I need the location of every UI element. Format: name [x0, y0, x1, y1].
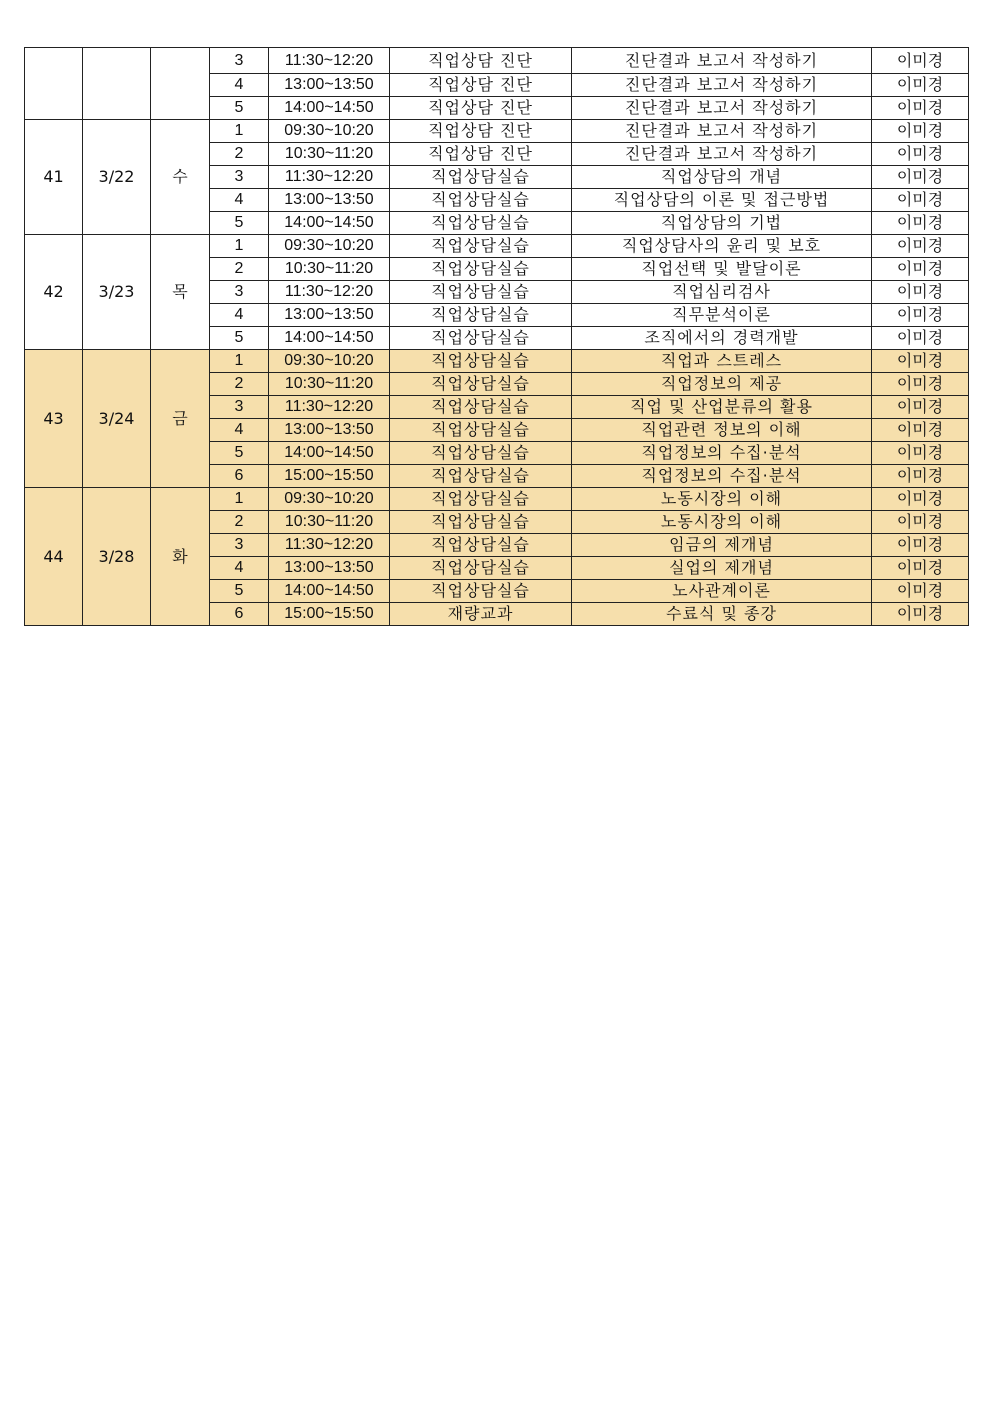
time-cell: 14:00~14:50 — [269, 327, 390, 350]
time-cell: 15:00~15:50 — [269, 603, 390, 626]
period-cell: 1 — [210, 120, 269, 143]
instructor-cell: 이미경 — [872, 442, 969, 465]
content-cell: 직업정보의 제공 — [572, 373, 872, 396]
period-cell: 5 — [210, 580, 269, 603]
time-cell: 14:00~14:50 — [269, 212, 390, 235]
instructor-cell: 이미경 — [872, 189, 969, 212]
subject-cell: 직업상담실습 — [390, 373, 572, 396]
instructor-cell: 이미경 — [872, 74, 969, 97]
content-cell: 진단결과 보고서 작성하기 — [572, 143, 872, 166]
content-cell: 직무분석이론 — [572, 304, 872, 327]
content-cell: 실업의 제개념 — [572, 557, 872, 580]
period-cell: 6 — [210, 465, 269, 488]
time-cell: 13:00~13:50 — [269, 189, 390, 212]
instructor-cell: 이미경 — [872, 281, 969, 304]
period-cell: 5 — [210, 442, 269, 465]
period-cell: 5 — [210, 327, 269, 350]
time-cell: 10:30~11:20 — [269, 258, 390, 281]
instructor-cell: 이미경 — [872, 212, 969, 235]
period-cell: 2 — [210, 373, 269, 396]
date-cell: 3/24 — [83, 350, 151, 488]
instructor-cell: 이미경 — [872, 97, 969, 120]
time-cell: 10:30~11:20 — [269, 143, 390, 166]
subject-cell: 직업상담실습 — [390, 419, 572, 442]
subject-cell: 직업상담 진단 — [390, 48, 572, 74]
period-cell: 4 — [210, 304, 269, 327]
instructor-cell: 이미경 — [872, 557, 969, 580]
period-cell: 1 — [210, 350, 269, 373]
subject-cell: 직업상담실습 — [390, 235, 572, 258]
instructor-cell: 이미경 — [872, 235, 969, 258]
time-cell: 14:00~14:50 — [269, 97, 390, 120]
subject-cell: 직업상담실습 — [390, 350, 572, 373]
subject-cell: 직업상담실습 — [390, 281, 572, 304]
period-cell: 1 — [210, 235, 269, 258]
schedule-body — [25, 48, 969, 626]
instructor-cell: 이미경 — [872, 373, 969, 396]
table-row — [25, 235, 969, 258]
period-cell: 3 — [210, 534, 269, 557]
content-cell: 진단결과 보고서 작성하기 — [572, 74, 872, 97]
period-cell: 3 — [210, 281, 269, 304]
time-cell: 15:00~15:50 — [269, 465, 390, 488]
instructor-cell: 이미경 — [872, 534, 969, 557]
subject-cell: 직업상담실습 — [390, 212, 572, 235]
content-cell: 직업상담의 개념 — [572, 166, 872, 189]
instructor-cell: 이미경 — [872, 258, 969, 281]
time-cell: 13:00~13:50 — [269, 74, 390, 97]
subject-cell: 직업상담 진단 — [390, 143, 572, 166]
time-cell: 09:30~10:20 — [269, 488, 390, 511]
week-cell — [25, 48, 83, 120]
content-cell: 직업상담사의 윤리 및 보호 — [572, 235, 872, 258]
period-cell: 2 — [210, 143, 269, 166]
content-cell: 직업심리검사 — [572, 281, 872, 304]
day-cell: 목 — [151, 235, 210, 350]
content-cell: 조직에서의 경력개발 — [572, 327, 872, 350]
date-cell — [83, 48, 151, 120]
content-cell: 직업관련 정보의 이해 — [572, 419, 872, 442]
day-cell: 화 — [151, 488, 210, 626]
day-cell — [151, 48, 210, 120]
schedule-table — [24, 47, 969, 626]
content-cell: 노동시장의 이해 — [572, 511, 872, 534]
time-cell: 14:00~14:50 — [269, 580, 390, 603]
period-cell: 3 — [210, 48, 269, 74]
subject-cell: 직업상담실습 — [390, 511, 572, 534]
content-cell: 직업과 스트레스 — [572, 350, 872, 373]
period-cell: 4 — [210, 74, 269, 97]
subject-cell: 직업상담실습 — [390, 557, 572, 580]
time-cell: 09:30~10:20 — [269, 120, 390, 143]
content-cell: 임금의 제개념 — [572, 534, 872, 557]
week-cell: 41 — [25, 120, 83, 235]
time-cell: 13:00~13:50 — [269, 304, 390, 327]
content-cell: 직업상담의 이론 및 접근방법 — [572, 189, 872, 212]
time-cell: 09:30~10:20 — [269, 350, 390, 373]
table-row — [25, 120, 969, 143]
instructor-cell: 이미경 — [872, 465, 969, 488]
content-cell: 노사관계이론 — [572, 580, 872, 603]
content-cell: 진단결과 보고서 작성하기 — [572, 120, 872, 143]
subject-cell: 직업상담실습 — [390, 465, 572, 488]
period-cell: 4 — [210, 419, 269, 442]
time-cell: 11:30~12:20 — [269, 534, 390, 557]
date-cell: 3/23 — [83, 235, 151, 350]
instructor-cell: 이미경 — [872, 488, 969, 511]
period-cell: 2 — [210, 511, 269, 534]
table-row — [25, 48, 969, 74]
subject-cell: 직업상담실습 — [390, 396, 572, 419]
subject-cell: 직업상담실습 — [390, 189, 572, 212]
subject-cell: 직업상담실습 — [390, 488, 572, 511]
period-cell: 3 — [210, 396, 269, 419]
date-cell: 3/28 — [83, 488, 151, 626]
instructor-cell: 이미경 — [872, 511, 969, 534]
subject-cell: 재량교과 — [390, 603, 572, 626]
week-cell: 44 — [25, 488, 83, 626]
period-cell: 4 — [210, 189, 269, 212]
instructor-cell: 이미경 — [872, 304, 969, 327]
period-cell: 6 — [210, 603, 269, 626]
subject-cell: 직업상담실습 — [390, 166, 572, 189]
instructor-cell: 이미경 — [872, 350, 969, 373]
subject-cell: 직업상담실습 — [390, 580, 572, 603]
period-cell: 5 — [210, 97, 269, 120]
day-cell: 금 — [151, 350, 210, 488]
time-cell: 13:00~13:50 — [269, 419, 390, 442]
period-cell: 2 — [210, 258, 269, 281]
subject-cell: 직업상담실습 — [390, 534, 572, 557]
subject-cell: 직업상담 진단 — [390, 97, 572, 120]
time-cell: 11:30~12:20 — [269, 166, 390, 189]
time-cell: 10:30~11:20 — [269, 511, 390, 534]
instructor-cell: 이미경 — [872, 120, 969, 143]
period-cell: 1 — [210, 488, 269, 511]
day-cell: 수 — [151, 120, 210, 235]
table-row — [25, 488, 969, 511]
content-cell: 직업정보의 수집·분석 — [572, 442, 872, 465]
week-cell: 43 — [25, 350, 83, 488]
content-cell: 노동시장의 이해 — [572, 488, 872, 511]
time-cell: 11:30~12:20 — [269, 281, 390, 304]
subject-cell: 직업상담실습 — [390, 304, 572, 327]
table-row — [25, 350, 969, 373]
instructor-cell: 이미경 — [872, 603, 969, 626]
subject-cell: 직업상담 진단 — [390, 120, 572, 143]
content-cell: 직업정보의 수집·분석 — [572, 465, 872, 488]
period-cell: 3 — [210, 166, 269, 189]
time-cell: 14:00~14:50 — [269, 442, 390, 465]
instructor-cell: 이미경 — [872, 327, 969, 350]
content-cell: 진단결과 보고서 작성하기 — [572, 97, 872, 120]
content-cell: 직업상담의 기법 — [572, 212, 872, 235]
instructor-cell: 이미경 — [872, 580, 969, 603]
period-cell: 5 — [210, 212, 269, 235]
week-cell: 42 — [25, 235, 83, 350]
subject-cell: 직업상담실습 — [390, 327, 572, 350]
content-cell: 직업선택 및 발달이론 — [572, 258, 872, 281]
instructor-cell: 이미경 — [872, 166, 969, 189]
period-cell: 4 — [210, 557, 269, 580]
time-cell: 13:00~13:50 — [269, 557, 390, 580]
instructor-cell: 이미경 — [872, 396, 969, 419]
time-cell: 11:30~12:20 — [269, 48, 390, 74]
date-cell: 3/22 — [83, 120, 151, 235]
instructor-cell: 이미경 — [872, 143, 969, 166]
subject-cell: 직업상담실습 — [390, 442, 572, 465]
time-cell: 11:30~12:20 — [269, 396, 390, 419]
subject-cell: 직업상담실습 — [390, 258, 572, 281]
content-cell: 직업 및 산업분류의 활용 — [572, 396, 872, 419]
time-cell: 10:30~11:20 — [269, 373, 390, 396]
instructor-cell: 이미경 — [872, 419, 969, 442]
instructor-cell: 이미경 — [872, 48, 969, 74]
content-cell: 진단결과 보고서 작성하기 — [572, 48, 872, 74]
time-cell: 09:30~10:20 — [269, 235, 390, 258]
content-cell: 수료식 및 종강 — [572, 603, 872, 626]
subject-cell: 직업상담 진단 — [390, 74, 572, 97]
